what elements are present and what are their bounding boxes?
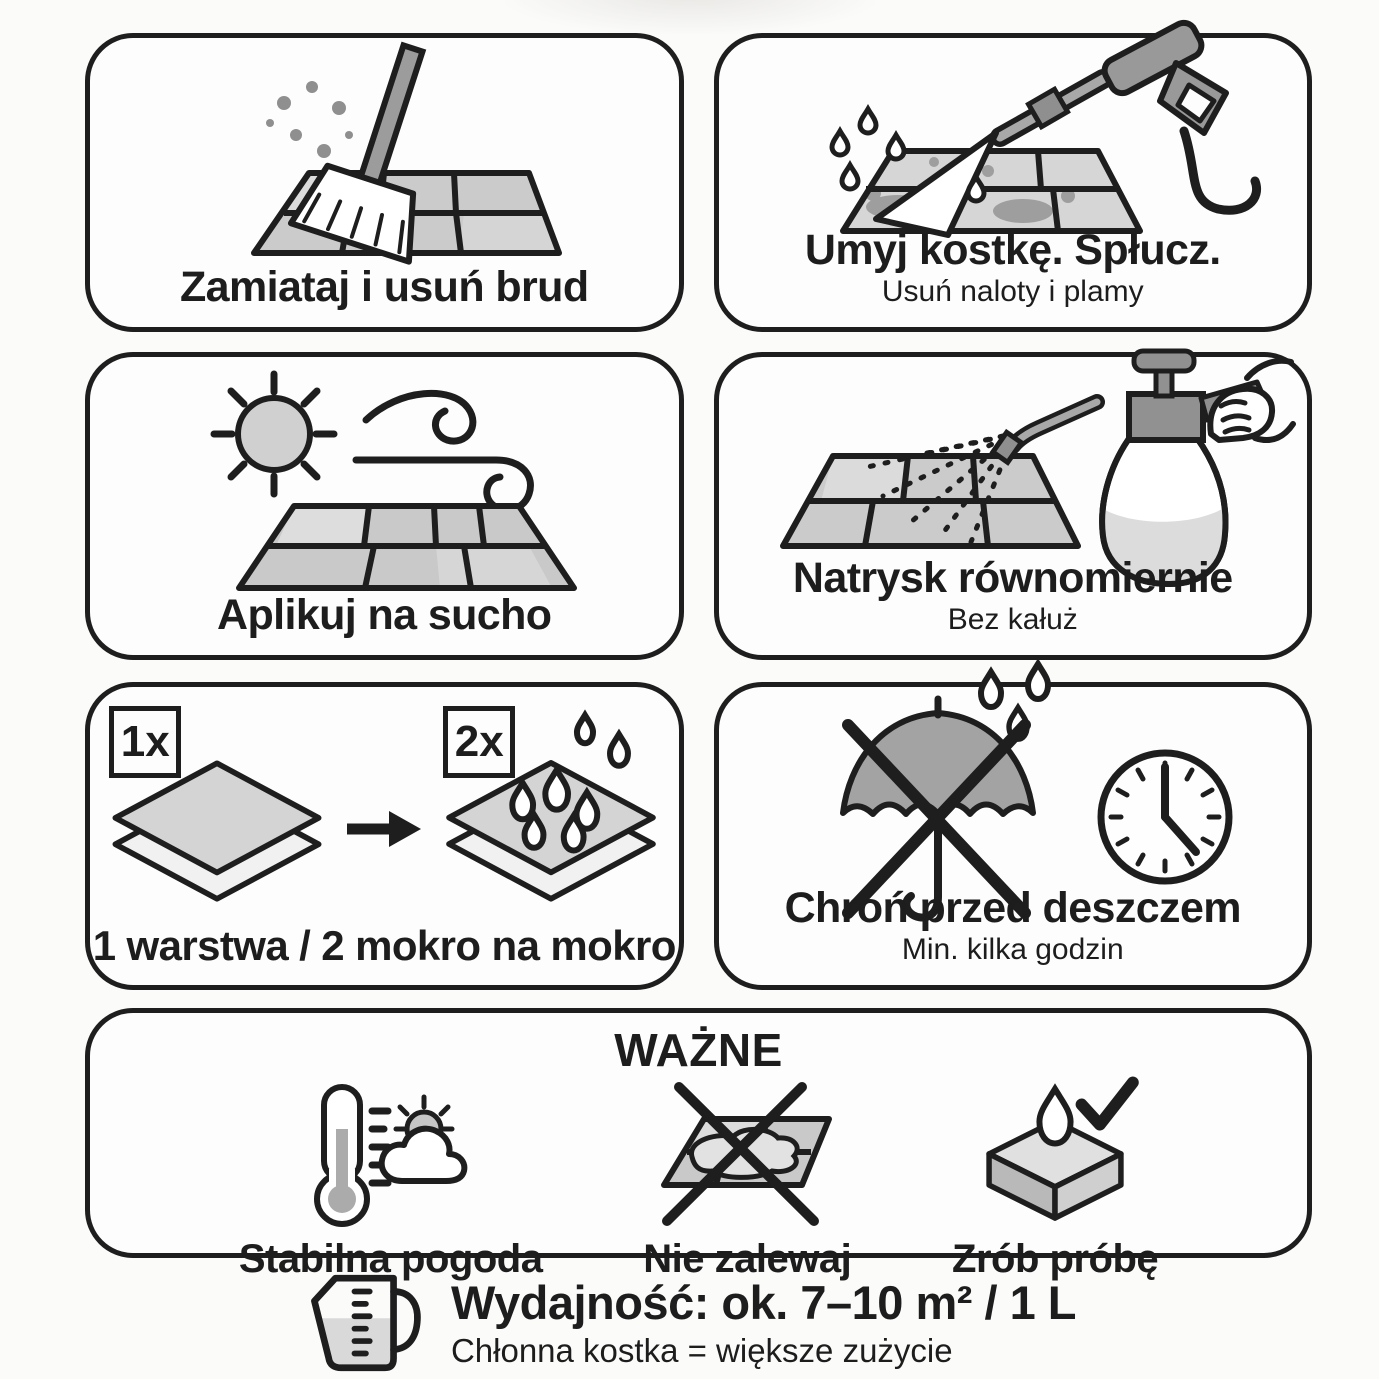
broom-sweep-icon (108, 50, 661, 265)
panel-title: 1 warstwa / 2 mokro na mokro (92, 921, 676, 969)
droplet-check-icon (960, 1077, 1150, 1229)
yield-text (451, 1275, 1076, 1370)
panel-subtitle: Min. kilka godzin (901, 933, 1124, 966)
panel-spray (714, 352, 1313, 660)
panel-title: Chroń przed deszczem (784, 883, 1241, 932)
panel-wash (714, 33, 1313, 332)
important-label: Stabilna pogoda (238, 1237, 543, 1281)
important-items (108, 1077, 1289, 1290)
important-item-no-flooding (643, 1079, 851, 1282)
arrow-right-icon (345, 807, 423, 851)
pressure-washer-icon (737, 50, 1290, 228)
yield-subtitle: Chłonna kostka = większe zużycie (450, 1331, 953, 1369)
coat-count-badge: 1x (109, 706, 181, 778)
sun-wind-icon (108, 369, 661, 593)
yield-title: Wydajność: ok. 7–10 m² / 1 L (450, 1275, 1077, 1329)
row-2 (85, 352, 1312, 660)
bottle-shadow-watermark (505, 0, 875, 34)
yield-footer (0, 1270, 1379, 1374)
double-coat-stack (435, 706, 667, 912)
row-3 (85, 682, 1312, 990)
panel-rain-protect (714, 682, 1313, 990)
row-4 (85, 1008, 1312, 1281)
row-1 (85, 33, 1312, 332)
panel-layers (85, 682, 684, 990)
important-item-test (952, 1077, 1158, 1282)
panel-title: Umyj kostkę. Spłucz. (804, 225, 1221, 274)
measuring-jug-icon (303, 1270, 425, 1374)
important-label: Nie zalewaj (643, 1237, 852, 1281)
no-flooding-icon (654, 1079, 840, 1229)
panel-sweep (85, 33, 684, 332)
panel-dry (85, 352, 684, 660)
thermometer-weather-icon (296, 1081, 486, 1229)
important-label: Zrób próbę (952, 1237, 1159, 1281)
important-title: WAŻNE (614, 1024, 783, 1076)
panel-subtitle: Bez kałuż (947, 603, 1078, 636)
panel-title: Zamiataj i usuń brud (180, 262, 589, 311)
pump-sprayer-icon (737, 369, 1290, 556)
coat-layers-icon (108, 699, 661, 924)
panel-title: Natrysk równomiernie (792, 553, 1233, 602)
single-coat-stack (101, 706, 333, 912)
coat-count-badge: 2x (443, 706, 515, 778)
panel-subtitle: Usuń naloty i plamy (881, 275, 1144, 308)
panel-title: Aplikuj na sucho (217, 590, 552, 639)
panel-important (85, 1008, 1312, 1281)
no-rain-clock-icon (737, 699, 1290, 886)
important-item-weather (239, 1081, 543, 1282)
